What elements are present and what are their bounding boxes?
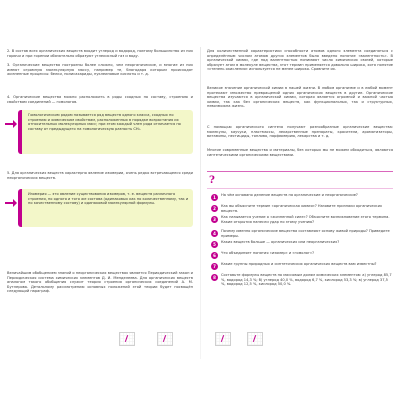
margin-graph-figure (215, 332, 231, 346)
question-text: Как вы объясните термин «органическая химия»? Назовите признаки органических веществ. (221, 204, 383, 213)
question-item (207, 229, 393, 240)
margin-graph-figure (157, 332, 173, 346)
question-number-badge: 8 (211, 274, 218, 281)
right-page (207, 47, 393, 359)
section-divider (207, 171, 393, 172)
paragraph-4: 4. Органические вещества можно расположить в ряды сходных по составу, строению и свойствам соединений — гомологов. (7, 95, 193, 104)
paragraph-conclusion: Величайшим обобщением знаний о неорганических веществах является Периодический закон и Периодическая система химических элементов Д. И. Менделеева. Для органических веществ аналогом такого обобщения служит теория строения органических соединений А. М. Бутлерова. Детальному рассмотрению основных положений этой теории будет посвящён следующий параграф. (7, 271, 193, 294)
paragraph-significance: Великое значение органической химии в нашей жизни. В любом организме и в любой момент протекают множество превращений одних органических веществ в другие. Органические вещества изучаются в органической химии, которая является огромной и важной частью химии, так как без органических веществ, как функциональных, так и структурных, невозможна жизнь. (207, 86, 393, 109)
definition-isomerism-text: Изомерия — это явление существования изомеров, т. е. веществ различного строения, но одного и того же состава (одинаковых как по количественному, так и по качественному составу) и одинаковой молекулярной формулы. (28, 192, 189, 206)
question-number-badge: 5 (211, 241, 218, 248)
question-number-badge: 1 (211, 194, 218, 201)
margin-graph-figure (119, 332, 135, 346)
paragraph-synthesis: С помощью органического синтеза получают разнообразные органические вещества: молекулы, каучуки, пластмассы, лекарственные препараты, красители, ароматизаторы, витамины, пестициды, топливо, парфюмерию, лекарства и т. д. (207, 125, 393, 139)
question-text: На чём основано деление веществ на органические и неорганические? (221, 193, 358, 197)
question-mark-icon: ? (209, 175, 215, 186)
paragraph-2: 2. В состав всех органических веществ входит углерод и водород, поэтому большинство из них горючи и при горении обязательно образуют углекислый газ и воду. (7, 49, 193, 58)
question-number-badge: 3 (211, 216, 218, 223)
question-text: Что объединяет понятия «изомер» и «гомолог»? (221, 251, 314, 255)
arrow-right-icon (5, 120, 17, 128)
book-gutter (200, 47, 201, 359)
question-item (207, 215, 393, 229)
definition-box-isomerism (18, 189, 193, 227)
question-number-badge: 4 (211, 230, 218, 237)
paragraph-materials: Многие современные вещества и материалы, без которых мы не можем обходиться, являются синтетическими органическими веществами. (207, 148, 393, 157)
arrow-right-icon (5, 199, 17, 207)
question-item (207, 193, 393, 204)
paragraph-3: 3. Органические вещества построены более сложно, чем неорганические, и многие из них имеют огромную молекулярную массу, например те, благодаря которым происходят жизненные процессы: белки, полисахариды, нуклеиновые кислоты и т. д. (7, 63, 193, 77)
left-page (7, 47, 193, 359)
textbook-spread (7, 47, 393, 359)
margin-graph-figure (247, 332, 263, 346)
question-number-badge: 2 (211, 205, 218, 212)
question-text: Как называется учение о «жизненной силе»? Объясните возникновение этого термина. Какие открытия нанесли удар по этому учению? (221, 215, 390, 224)
question-item (207, 262, 393, 273)
paragraph-valence: Для количественной характеристики способности атомов одного элемента соединяться с определённым числом атомов других элементов было введено понятие «валентность». В органической химии, где под валентностью понимают число химических связей, которые образует атом в молекуле вещества, этот термин применяется довольно широко, хотя понятие «степень окисления» используется не менее широко. Сравните их. (207, 49, 393, 72)
question-item (207, 251, 393, 262)
question-number-badge: 7 (211, 263, 218, 270)
definition-homologs-text: Гомологическим рядом называется ряд веществ одного класса, сходных по строению и химическим свойствам, расположенных в порядке возрастания их относительных молекулярных масс; при этом каждый член ряда отличается по составу от предыдущего на гомологическую разность CH₂. (28, 113, 181, 131)
question-number-badge: 6 (211, 252, 218, 259)
question-item (207, 204, 393, 215)
question-text: Почему именно органические вещества составляют основу живой природы? Приведите примеры. (221, 229, 390, 238)
paragraph-5: 5. Для органических веществ характерно явление изомерии, очень редко встречающееся среди неорганических веществ. (7, 171, 193, 180)
question-item (207, 240, 393, 251)
question-text: Составьте формулы веществ по массовым долям химических элементов: а) углерод 85,7 %, водород 14,3 %; б) углерод 40,0 %, водород 6,7 %, кислород 53,3 %; в) углерод 37,5 %, водород 12,5 %, кислород 50,0 %. (221, 273, 392, 287)
question-text: Какие группы природных и синтетических органических веществ вам известны? (221, 262, 377, 266)
definition-box-homologs (18, 110, 193, 154)
question-item (207, 273, 393, 295)
questions-list (207, 193, 393, 295)
section-divider (207, 188, 393, 189)
question-text: Каких веществ больше — органических или неорганических? (221, 240, 340, 244)
